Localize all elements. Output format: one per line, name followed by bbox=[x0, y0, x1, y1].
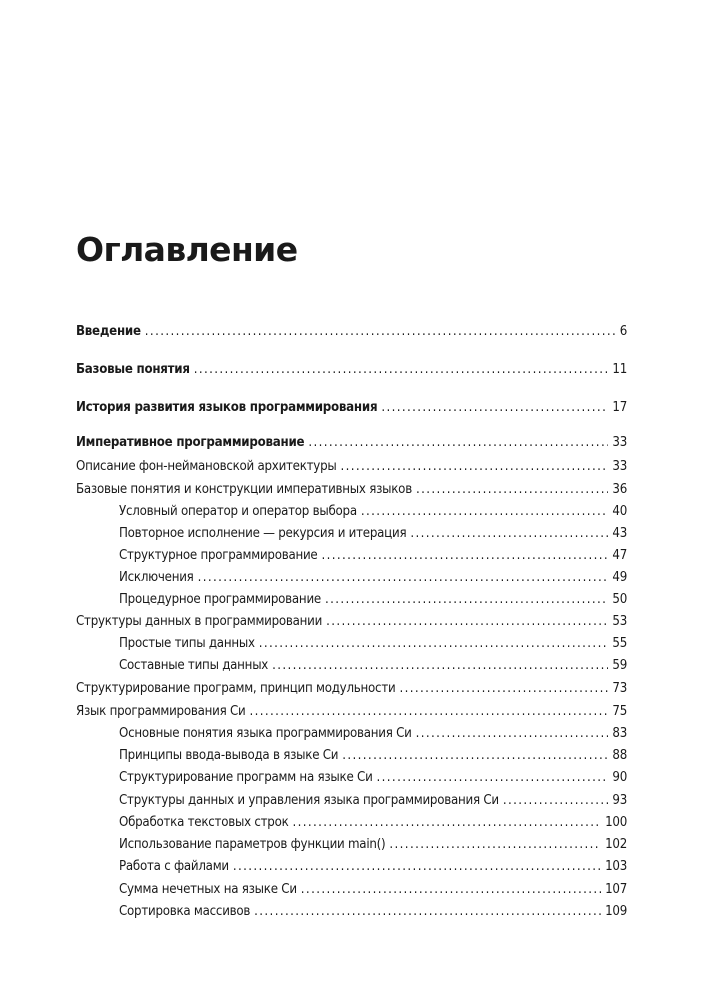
toc-entry-title: Процедурное программирование bbox=[119, 592, 321, 607]
toc-entry[interactable] bbox=[119, 546, 627, 566]
toc-entry-page-number: 33 bbox=[612, 435, 627, 450]
dot-leader bbox=[503, 791, 609, 811]
toc-entry-page-number: 47 bbox=[612, 548, 627, 563]
dot-leader bbox=[410, 524, 608, 544]
toc-entry[interactable] bbox=[76, 398, 627, 418]
toc-entry[interactable] bbox=[119, 791, 627, 811]
toc-entry-page-number: 88 bbox=[612, 748, 627, 763]
toc-entry-title: Повторное исполнение — рекурсия и итерация bbox=[119, 526, 407, 541]
dot-leader bbox=[259, 634, 609, 654]
toc-entry-page-number: 6 bbox=[619, 324, 627, 339]
toc-entry-page-number: 49 bbox=[612, 570, 627, 585]
toc-entry-title: Базовые понятия bbox=[76, 362, 190, 377]
toc-entry-title: Структуры данных в программировании bbox=[76, 614, 323, 629]
toc-entry[interactable] bbox=[119, 857, 627, 877]
toc-entry[interactable] bbox=[76, 702, 627, 722]
toc-entry[interactable] bbox=[119, 524, 627, 544]
dot-leader bbox=[399, 679, 608, 699]
toc-entry[interactable] bbox=[119, 590, 627, 610]
toc-entry-page-number: 83 bbox=[612, 726, 627, 741]
toc-entry-page-number: 59 bbox=[612, 658, 627, 673]
toc-entry-page-number: 17 bbox=[612, 400, 627, 415]
toc-entry-title: Использование параметров функции main() bbox=[119, 837, 386, 852]
toc-entry-title: Структурное программирование bbox=[119, 548, 318, 563]
toc-entry-title: Обработка текстовых строк bbox=[119, 815, 289, 830]
dot-leader bbox=[321, 546, 608, 566]
dot-leader bbox=[145, 322, 616, 342]
toc-entry-page-number: 33 bbox=[612, 459, 627, 474]
toc-entry-title: Язык программирования Си bbox=[76, 704, 246, 719]
toc-entry[interactable] bbox=[119, 813, 627, 833]
toc-entry[interactable] bbox=[119, 502, 627, 522]
toc-entry-page-number: 11 bbox=[612, 362, 627, 377]
toc-entry-title: История развития языков программирования bbox=[76, 400, 378, 415]
toc-entry-title: Структурирование программ, принцип модульности bbox=[76, 681, 396, 696]
toc-entry-title: Императивное программирование bbox=[76, 435, 305, 450]
dot-leader bbox=[233, 857, 601, 877]
toc-entry[interactable] bbox=[119, 768, 627, 788]
dot-leader bbox=[198, 568, 609, 588]
toc-entry-page-number: 103 bbox=[605, 859, 627, 874]
dot-leader bbox=[301, 880, 601, 900]
toc-entry-title: Условный оператор и оператор выбора bbox=[119, 504, 357, 519]
toc-entry-page-number: 55 bbox=[612, 636, 627, 651]
dot-leader bbox=[325, 590, 608, 610]
toc-entry-title: Исключения bbox=[119, 570, 194, 585]
toc-entry-title: Структурирование программ на языке Си bbox=[119, 770, 373, 785]
page-title: Оглавление bbox=[76, 230, 298, 269]
toc-entry[interactable] bbox=[119, 656, 627, 676]
dot-leader bbox=[416, 724, 609, 744]
toc-entry-page-number: 109 bbox=[605, 904, 627, 919]
toc-entry-title: Введение bbox=[76, 324, 141, 339]
toc-entry[interactable] bbox=[76, 322, 627, 342]
dot-leader bbox=[293, 813, 602, 833]
dot-leader bbox=[381, 398, 608, 418]
toc-entry-page-number: 50 bbox=[612, 592, 627, 607]
dot-leader bbox=[342, 746, 608, 766]
dot-leader bbox=[340, 457, 608, 477]
dot-leader bbox=[377, 768, 609, 788]
toc-entry[interactable] bbox=[76, 457, 627, 477]
dot-leader bbox=[272, 656, 608, 676]
toc-entry[interactable] bbox=[119, 568, 627, 588]
toc-entry[interactable] bbox=[76, 612, 627, 632]
toc-entry-page-number: 90 bbox=[612, 770, 627, 785]
table-of-contents bbox=[76, 0, 627, 1000]
toc-entry-page-number: 36 bbox=[612, 482, 627, 497]
dot-leader bbox=[254, 902, 601, 922]
toc-entry[interactable] bbox=[119, 634, 627, 654]
toc-entry[interactable] bbox=[119, 880, 627, 900]
toc-entry[interactable] bbox=[76, 433, 627, 453]
toc-entry-title: Простые типы данных bbox=[119, 636, 255, 651]
dot-leader bbox=[308, 433, 608, 453]
toc-entry-title: Составные типы данных bbox=[119, 658, 269, 673]
toc-entry-title: Сумма нечетных на языке Си bbox=[119, 882, 297, 897]
toc-entry-page-number: 53 bbox=[612, 614, 627, 629]
dot-leader bbox=[416, 480, 608, 500]
toc-entry-title: Описание фон-неймановской архитектуры bbox=[76, 459, 337, 474]
toc-entry[interactable] bbox=[119, 724, 627, 744]
dot-leader bbox=[389, 835, 601, 855]
toc-entry-title: Базовые понятия и конструкции императивных языков bbox=[76, 482, 412, 497]
toc-entry-page-number: 43 bbox=[612, 526, 627, 541]
toc-entry-page-number: 102 bbox=[605, 837, 627, 852]
toc-entry-title: Принципы ввода-вывода в языке Си bbox=[119, 748, 339, 763]
toc-entry-title: Сортировка массивов bbox=[119, 904, 251, 919]
toc-entry-title: Основные понятия языка программирования Си bbox=[119, 726, 412, 741]
toc-entry-page-number: 40 bbox=[612, 504, 627, 519]
dot-leader bbox=[361, 502, 609, 522]
toc-entry-page-number: 73 bbox=[612, 681, 627, 696]
toc-entry-title: Работа с файлами bbox=[119, 859, 229, 874]
toc-entry[interactable] bbox=[119, 902, 627, 922]
toc-entry-title: Структуры данных и управления языка программирования Си bbox=[119, 793, 499, 808]
toc-entry-page-number: 107 bbox=[605, 882, 627, 897]
toc-entry-page-number: 75 bbox=[612, 704, 627, 719]
toc-entry-page-number: 93 bbox=[612, 793, 627, 808]
toc-entry[interactable] bbox=[76, 360, 627, 380]
toc-entry[interactable] bbox=[119, 835, 627, 855]
dot-leader bbox=[326, 612, 608, 632]
toc-entry[interactable] bbox=[76, 480, 627, 500]
toc-entry[interactable] bbox=[76, 679, 627, 699]
dot-leader bbox=[194, 360, 609, 380]
toc-entry[interactable] bbox=[119, 746, 627, 766]
toc-entry-page-number: 100 bbox=[605, 815, 627, 830]
dot-leader bbox=[249, 702, 608, 722]
